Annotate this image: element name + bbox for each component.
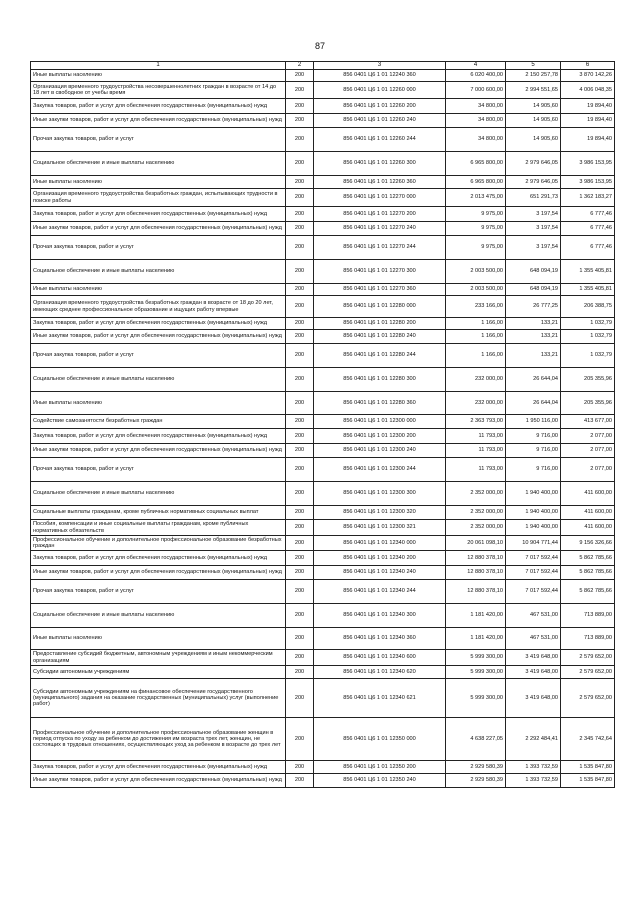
row-value-col6-cell: 2 077,00: [561, 444, 615, 458]
row-value-col6-cell: 5 862 785,66: [561, 566, 615, 580]
row-code-cell: 200: [286, 318, 314, 330]
row-name-cell: Пособия, компенсации и иные социальные выплаты гражданам, кроме публичных нормативных обязательств: [31, 520, 286, 536]
row-classification-cell: 856 0401 Ц6 1 01 12340 600: [314, 650, 446, 666]
row-classification-cell: 856 0401 Ц6 1 01 12270 300: [314, 260, 446, 284]
column-header: 1: [31, 62, 286, 70]
row-value-col4-cell: 1 166,00: [446, 330, 506, 344]
table-row: [31, 152, 615, 176]
row-code-cell: 200: [286, 176, 314, 189]
row-code-cell: 200: [286, 666, 314, 679]
table-row: [31, 70, 615, 82]
row-value-col4-cell: 9 975,00: [446, 236, 506, 260]
row-code-cell: 200: [286, 296, 314, 318]
row-value-col5-cell: 2 292 484,41: [506, 718, 561, 761]
table-row: [31, 330, 615, 344]
row-code-cell: 200: [286, 774, 314, 788]
row-value-col6-cell: 206 388,75: [561, 296, 615, 318]
table-row: [31, 368, 615, 392]
row-name-cell: Иные выплаты населению: [31, 392, 286, 415]
row-name-cell: Социальное обеспечение и иные выплаты населению: [31, 152, 286, 176]
row-name-cell: Предоставление субсидий бюджетным, автономным учреждениям и иным некоммерческим организациям: [31, 650, 286, 666]
row-name-cell: Иные закупки товаров, работ и услуг для обеспечения государственных (муниципальных) нужд: [31, 330, 286, 344]
row-value-col4-cell: 6 965 800,00: [446, 152, 506, 176]
row-value-col5-cell: 14 905,60: [506, 114, 561, 128]
row-value-col6-cell: 1 355 405,81: [561, 260, 615, 284]
row-value-col5-cell: 1 393 732,59: [506, 761, 561, 774]
row-name-cell: Иные закупки товаров, работ и услуг для обеспечения государственных (муниципальных) нужд: [31, 774, 286, 788]
table-row: [31, 392, 615, 415]
row-value-col5-cell: 7 017 592,44: [506, 580, 561, 604]
row-value-col4-cell: 11 793,00: [446, 458, 506, 482]
row-value-col5-cell: 14 905,60: [506, 128, 561, 152]
row-value-col4-cell: 2 352 000,00: [446, 482, 506, 506]
row-value-col6-cell: 2 579 652,00: [561, 650, 615, 666]
row-value-col4-cell: 11 793,00: [446, 444, 506, 458]
row-value-col6-cell: 1 032,79: [561, 318, 615, 330]
row-value-col6-cell: 411 600,00: [561, 506, 615, 520]
row-value-col5-cell: 10 904 771,44: [506, 536, 561, 551]
row-classification-cell: 856 0401 Ц6 1 01 12300 300: [314, 482, 446, 506]
row-name-cell: Прочая закупка товаров, работ и услуг: [31, 236, 286, 260]
page-number: 87: [314, 41, 325, 51]
row-value-col4-cell: 2 929 580,39: [446, 761, 506, 774]
row-value-col5-cell: 9 716,00: [506, 444, 561, 458]
row-value-col5-cell: 3 197,54: [506, 207, 561, 222]
row-name-cell: Организация временного трудоустройства безработных граждан в возрасте от 18 до 20 лет, имеющих среднее профессиональное образование и ищущих работу впервые: [31, 296, 286, 318]
row-name-cell: Иные закупки товаров, работ и услуг для обеспечения государственных (муниципальных) нужд: [31, 222, 286, 236]
row-classification-cell: 856 0401 Ц6 1 01 12270 000: [314, 189, 446, 207]
row-code-cell: 200: [286, 429, 314, 444]
row-name-cell: Организация временного трудоустройства несовершеннолетних граждан в возрасте от 14 до 18 лет в свободное от учебы время: [31, 82, 286, 99]
table-row: [31, 458, 615, 482]
row-name-cell: Закупка товаров, работ и услуг для обеспечения государственных (муниципальных) нужд: [31, 761, 286, 774]
row-value-col5-cell: 14 905,60: [506, 99, 561, 114]
row-value-col6-cell: 9 156 326,66: [561, 536, 615, 551]
row-value-col4-cell: 34 800,00: [446, 114, 506, 128]
row-value-col6-cell: 1 355 405,81: [561, 284, 615, 296]
row-value-col6-cell: 411 600,00: [561, 482, 615, 506]
row-code-cell: 200: [286, 415, 314, 429]
row-code-cell: 200: [286, 330, 314, 344]
row-classification-cell: 856 0401 Ц6 1 01 12300 320: [314, 506, 446, 520]
row-code-cell: 200: [286, 551, 314, 566]
row-code-cell: 200: [286, 650, 314, 666]
row-name-cell: Иные закупки товаров, работ и услуг для обеспечения государственных (муниципальных) нужд: [31, 566, 286, 580]
row-name-cell: Организация временного трудоустройства безработных граждан, испытывающих трудности в поиске работы: [31, 189, 286, 207]
row-classification-cell: 856 0401 Ц6 1 01 12340 244: [314, 580, 446, 604]
row-value-col4-cell: 34 800,00: [446, 128, 506, 152]
row-classification-cell: 856 0401 Ц6 1 01 12340 621: [314, 679, 446, 718]
row-value-col6-cell: 2 345 742,64: [561, 718, 615, 761]
row-classification-cell: 856 0401 Ц6 1 01 12280 360: [314, 392, 446, 415]
row-value-col5-cell: 133,21: [506, 330, 561, 344]
row-classification-cell: 856 0401 Ц6 1 01 12280 300: [314, 368, 446, 392]
row-value-col5-cell: 648 094,19: [506, 284, 561, 296]
table-row: [31, 679, 615, 718]
row-value-col6-cell: 19 894,40: [561, 128, 615, 152]
row-value-col5-cell: 3 419 648,00: [506, 666, 561, 679]
row-code-cell: 200: [286, 718, 314, 761]
row-code-cell: 200: [286, 284, 314, 296]
row-value-col6-cell: 205 355,96: [561, 392, 615, 415]
row-code-cell: 200: [286, 444, 314, 458]
row-value-col4-cell: 20 061 098,10: [446, 536, 506, 551]
row-name-cell: Социальное обеспечение и иные выплаты населению: [31, 482, 286, 506]
row-value-col4-cell: 1 166,00: [446, 318, 506, 330]
row-value-col5-cell: 651 291,73: [506, 189, 561, 207]
row-value-col6-cell: 1 032,79: [561, 330, 615, 344]
row-code-cell: 200: [286, 207, 314, 222]
row-code-cell: 200: [286, 604, 314, 628]
row-name-cell: Социальное обеспечение и иные выплаты населению: [31, 260, 286, 284]
row-classification-cell: 856 0401 Ц6 1 01 12340 200: [314, 551, 446, 566]
row-value-col5-cell: 2 150 257,78: [506, 70, 561, 82]
row-classification-cell: 856 0401 Ц6 1 01 12350 200: [314, 761, 446, 774]
row-classification-cell: 856 0401 Ц6 1 01 12260 200: [314, 99, 446, 114]
row-classification-cell: 856 0401 Ц6 1 01 12300 000: [314, 415, 446, 429]
row-value-col6-cell: 1 032,79: [561, 344, 615, 368]
row-value-col4-cell: 12 880 378,10: [446, 551, 506, 566]
row-value-col4-cell: 2 929 580,39: [446, 774, 506, 788]
row-value-col4-cell: 1 181 420,00: [446, 604, 506, 628]
row-value-col6-cell: 713 889,00: [561, 628, 615, 650]
table-row: [31, 296, 615, 318]
row-classification-cell: 856 0401 Ц6 1 01 12340 620: [314, 666, 446, 679]
row-classification-cell: 856 0401 Ц6 1 01 12270 240: [314, 222, 446, 236]
row-code-cell: 200: [286, 679, 314, 718]
row-name-cell: Закупка товаров, работ и услуг для обеспечения государственных (муниципальных) нужд: [31, 429, 286, 444]
row-classification-cell: 856 0401 Ц6 1 01 12260 244: [314, 128, 446, 152]
row-value-col4-cell: 12 880 378,10: [446, 580, 506, 604]
row-name-cell: Иные закупки товаров, работ и услуг для обеспечения государственных (муниципальных) нужд: [31, 114, 286, 128]
table-row: [31, 604, 615, 628]
row-classification-cell: 856 0401 Ц6 1 01 12340 360: [314, 628, 446, 650]
row-code-cell: 200: [286, 82, 314, 99]
row-value-col5-cell: 133,21: [506, 344, 561, 368]
row-value-col6-cell: 2 077,00: [561, 458, 615, 482]
row-value-col4-cell: 2 352 000,00: [446, 506, 506, 520]
row-value-col6-cell: 3 870 142,26: [561, 70, 615, 82]
row-classification-cell: 856 0401 Ц6 1 01 12280 000: [314, 296, 446, 318]
row-value-col5-cell: 2 979 646,05: [506, 176, 561, 189]
row-classification-cell: 856 0401 Ц6 1 01 12270 360: [314, 284, 446, 296]
row-value-col4-cell: 5 999 300,00: [446, 679, 506, 718]
table-row: [31, 236, 615, 260]
table-row: [31, 99, 615, 114]
row-value-col5-cell: 648 094,19: [506, 260, 561, 284]
row-name-cell: Иные выплаты населению: [31, 70, 286, 82]
row-value-col4-cell: 232 000,00: [446, 368, 506, 392]
row-name-cell: Профессиональное обучение и дополнительное профессиональное образование женщин в период отпуска по уходу за ребенком до достижения им возраста трех лет, женщин, не состоящих в трудовых отношениях, осуществляющих уход за ребенком в возрасте до трех лет: [31, 718, 286, 761]
row-name-cell: Закупка товаров, работ и услуг для обеспечения государственных (муниципальных) нужд: [31, 207, 286, 222]
row-value-col5-cell: 1 950 116,00: [506, 415, 561, 429]
row-name-cell: Содействие самозанятости безработных граждан: [31, 415, 286, 429]
row-value-col6-cell: 6 777,46: [561, 207, 615, 222]
row-name-cell: Иные закупки товаров, работ и услуг для обеспечения государственных (муниципальных) нужд: [31, 444, 286, 458]
row-classification-cell: 856 0401 Ц6 1 01 12300 244: [314, 458, 446, 482]
row-name-cell: Закупка товаров, работ и услуг для обеспечения государственных (муниципальных) нужд: [31, 551, 286, 566]
row-value-col5-cell: 7 017 592,44: [506, 566, 561, 580]
row-value-col5-cell: 133,21: [506, 318, 561, 330]
row-value-col4-cell: 11 793,00: [446, 429, 506, 444]
table-row: [31, 429, 615, 444]
row-value-col5-cell: 467 531,00: [506, 604, 561, 628]
table-row: [31, 774, 615, 788]
row-value-col6-cell: 2 077,00: [561, 429, 615, 444]
row-code-cell: 200: [286, 114, 314, 128]
row-code-cell: 200: [286, 566, 314, 580]
table-row: [31, 82, 615, 99]
row-code-cell: 200: [286, 189, 314, 207]
row-name-cell: Социальное обеспечение и иные выплаты населению: [31, 604, 286, 628]
row-value-col6-cell: 6 777,46: [561, 236, 615, 260]
row-classification-cell: 856 0401 Ц6 1 01 12350 000: [314, 718, 446, 761]
row-value-col6-cell: 19 894,40: [561, 114, 615, 128]
row-value-col5-cell: 2 994 551,65: [506, 82, 561, 99]
row-code-cell: 200: [286, 580, 314, 604]
row-value-col4-cell: 2 003 500,00: [446, 260, 506, 284]
row-value-col6-cell: 1 535 847,80: [561, 761, 615, 774]
row-value-col6-cell: 2 579 652,00: [561, 666, 615, 679]
table-row: [31, 415, 615, 429]
row-value-col4-cell: 233 166,00: [446, 296, 506, 318]
row-value-col5-cell: 26 644,04: [506, 392, 561, 415]
column-header: 3: [314, 62, 446, 70]
row-classification-cell: 856 0401 Ц6 1 01 12350 240: [314, 774, 446, 788]
table-row: [31, 222, 615, 236]
row-code-cell: 200: [286, 520, 314, 536]
row-classification-cell: 856 0401 Ц6 1 01 12240 360: [314, 70, 446, 82]
row-value-col6-cell: 411 600,00: [561, 520, 615, 536]
table-row: [31, 444, 615, 458]
row-classification-cell: 856 0401 Ц6 1 01 12280 244: [314, 344, 446, 368]
table-row: [31, 176, 615, 189]
table-row: [31, 580, 615, 604]
row-name-cell: Закупка товаров, работ и услуг для обеспечения государственных (муниципальных) нужд: [31, 99, 286, 114]
row-classification-cell: 856 0401 Ц6 1 01 12270 200: [314, 207, 446, 222]
row-value-col4-cell: 5 999 300,00: [446, 666, 506, 679]
row-value-col4-cell: 1 166,00: [446, 344, 506, 368]
row-name-cell: Иные выплаты населению: [31, 284, 286, 296]
row-value-col5-cell: 3 197,54: [506, 236, 561, 260]
table-row: [31, 628, 615, 650]
row-name-cell: Прочая закупка товаров, работ и услуг: [31, 580, 286, 604]
row-classification-cell: 856 0401 Ц6 1 01 12280 200: [314, 318, 446, 330]
row-value-col5-cell: 7 017 592,44: [506, 551, 561, 566]
row-classification-cell: 856 0401 Ц6 1 01 12300 321: [314, 520, 446, 536]
row-classification-cell: 856 0401 Ц6 1 01 12260 300: [314, 152, 446, 176]
table-row: [31, 650, 615, 666]
table-row: [31, 761, 615, 774]
column-header: 2: [286, 62, 314, 70]
table-row: [31, 666, 615, 679]
row-value-col4-cell: 6 020 400,00: [446, 70, 506, 82]
row-value-col5-cell: 3 419 648,00: [506, 679, 561, 718]
row-value-col5-cell: 1 940 400,00: [506, 520, 561, 536]
row-code-cell: 200: [286, 260, 314, 284]
row-code-cell: 200: [286, 761, 314, 774]
row-code-cell: 200: [286, 628, 314, 650]
row-value-col5-cell: 26 644,04: [506, 368, 561, 392]
row-value-col4-cell: 12 880 378,10: [446, 566, 506, 580]
row-value-col6-cell: 3 986 153,95: [561, 176, 615, 189]
row-value-col4-cell: 7 000 600,00: [446, 82, 506, 99]
table-row: [31, 506, 615, 520]
row-name-cell: Профессиональное обучение и дополнительное профессиональное образование безработных граждан: [31, 536, 286, 551]
row-value-col6-cell: 6 777,46: [561, 222, 615, 236]
row-value-col6-cell: 19 894,40: [561, 99, 615, 114]
row-name-cell: Субсидии автономным учреждениям: [31, 666, 286, 679]
table-row: [31, 260, 615, 284]
row-code-cell: 200: [286, 368, 314, 392]
row-value-col5-cell: 26 777,25: [506, 296, 561, 318]
column-header: 4: [446, 62, 506, 70]
row-value-col6-cell: 4 006 048,35: [561, 82, 615, 99]
table-row: [31, 128, 615, 152]
row-name-cell: Социальные выплаты гражданам, кроме публичных нормативных социальных выплат: [31, 506, 286, 520]
row-value-col5-cell: 1 393 732,59: [506, 774, 561, 788]
table-row: [31, 189, 615, 207]
row-name-cell: Иные выплаты населению: [31, 628, 286, 650]
column-number-row: [31, 62, 615, 70]
row-classification-cell: 856 0401 Ц6 1 01 12340 240: [314, 566, 446, 580]
table-row: [31, 114, 615, 128]
row-value-col4-cell: 2 352 000,00: [446, 520, 506, 536]
row-value-col4-cell: 34 800,00: [446, 99, 506, 114]
row-value-col6-cell: 413 677,00: [561, 415, 615, 429]
row-value-col5-cell: 1 940 400,00: [506, 482, 561, 506]
row-classification-cell: 856 0401 Ц6 1 01 12340 300: [314, 604, 446, 628]
table-row: [31, 344, 615, 368]
row-name-cell: Иные выплаты населению: [31, 176, 286, 189]
row-code-cell: 200: [286, 392, 314, 415]
table-row: [31, 318, 615, 330]
row-code-cell: 200: [286, 222, 314, 236]
row-value-col6-cell: 2 579 652,00: [561, 679, 615, 718]
row-classification-cell: 856 0401 Ц6 1 01 12300 240: [314, 444, 446, 458]
row-code-cell: 200: [286, 70, 314, 82]
table-row: [31, 536, 615, 551]
row-classification-cell: 856 0401 Ц6 1 01 12260 360: [314, 176, 446, 189]
row-value-col6-cell: 1 362 183,27: [561, 189, 615, 207]
row-code-cell: 200: [286, 99, 314, 114]
table-row: [31, 207, 615, 222]
row-value-col4-cell: 5 999 300,00: [446, 650, 506, 666]
table-row: [31, 566, 615, 580]
row-value-col4-cell: 2 363 793,00: [446, 415, 506, 429]
row-value-col4-cell: 9 975,00: [446, 222, 506, 236]
row-value-col5-cell: 467 531,00: [506, 628, 561, 650]
row-value-col5-cell: 9 716,00: [506, 429, 561, 444]
row-name-cell: Прочая закупка товаров, работ и услуг: [31, 344, 286, 368]
row-classification-cell: 856 0401 Ц6 1 01 12260 000: [314, 82, 446, 99]
row-code-cell: 200: [286, 344, 314, 368]
row-value-col5-cell: 3 419 648,00: [506, 650, 561, 666]
row-code-cell: 200: [286, 506, 314, 520]
row-name-cell: Прочая закупка товаров, работ и услуг: [31, 458, 286, 482]
row-value-col6-cell: 713 889,00: [561, 604, 615, 628]
row-value-col4-cell: 2 013 475,00: [446, 189, 506, 207]
table-row: [31, 284, 615, 296]
row-code-cell: 200: [286, 536, 314, 551]
row-value-col4-cell: 232 000,00: [446, 392, 506, 415]
row-name-cell: Прочая закупка товаров, работ и услуг: [31, 128, 286, 152]
row-code-cell: 200: [286, 128, 314, 152]
row-value-col6-cell: 5 862 785,66: [561, 580, 615, 604]
column-header: 5: [506, 62, 561, 70]
row-value-col6-cell: 205 355,96: [561, 368, 615, 392]
table-body: [31, 70, 615, 788]
row-classification-cell: 856 0401 Ц6 1 01 12300 200: [314, 429, 446, 444]
row-code-cell: 200: [286, 152, 314, 176]
table-row: [31, 520, 615, 536]
row-classification-cell: 856 0401 Ц6 1 01 12260 240: [314, 114, 446, 128]
row-value-col6-cell: 5 862 785,66: [561, 551, 615, 566]
row-value-col4-cell: 4 638 227,05: [446, 718, 506, 761]
row-classification-cell: 856 0401 Ц6 1 01 12280 240: [314, 330, 446, 344]
row-classification-cell: 856 0401 Ц6 1 01 12270 244: [314, 236, 446, 260]
table-row: [31, 551, 615, 566]
row-value-col4-cell: 1 181 420,00: [446, 628, 506, 650]
budget-execution-table: [30, 61, 615, 788]
row-value-col4-cell: 2 003 500,00: [446, 284, 506, 296]
row-code-cell: 200: [286, 458, 314, 482]
row-value-col4-cell: 6 965 800,00: [446, 176, 506, 189]
row-name-cell: Социальное обеспечение и иные выплаты населению: [31, 368, 286, 392]
row-code-cell: 200: [286, 482, 314, 506]
row-value-col4-cell: 9 975,00: [446, 207, 506, 222]
row-name-cell: Закупка товаров, работ и услуг для обеспечения государственных (муниципальных) нужд: [31, 318, 286, 330]
row-value-col6-cell: 3 986 153,95: [561, 152, 615, 176]
row-value-col6-cell: 1 535 847,80: [561, 774, 615, 788]
row-name-cell: Субсидии автономным учреждениям на финансовое обеспечение государственного (муниципального) задания на оказание государственных (муниципальных) услуг (выполнение работ): [31, 679, 286, 718]
row-classification-cell: 856 0401 Ц6 1 01 12340 000: [314, 536, 446, 551]
table-row: [31, 718, 615, 761]
row-value-col5-cell: 2 979 646,05: [506, 152, 561, 176]
row-value-col5-cell: 3 197,54: [506, 222, 561, 236]
row-value-col5-cell: 9 716,00: [506, 458, 561, 482]
row-code-cell: 200: [286, 236, 314, 260]
row-value-col5-cell: 1 940 400,00: [506, 506, 561, 520]
column-header: 6: [561, 62, 615, 70]
table-row: [31, 482, 615, 506]
